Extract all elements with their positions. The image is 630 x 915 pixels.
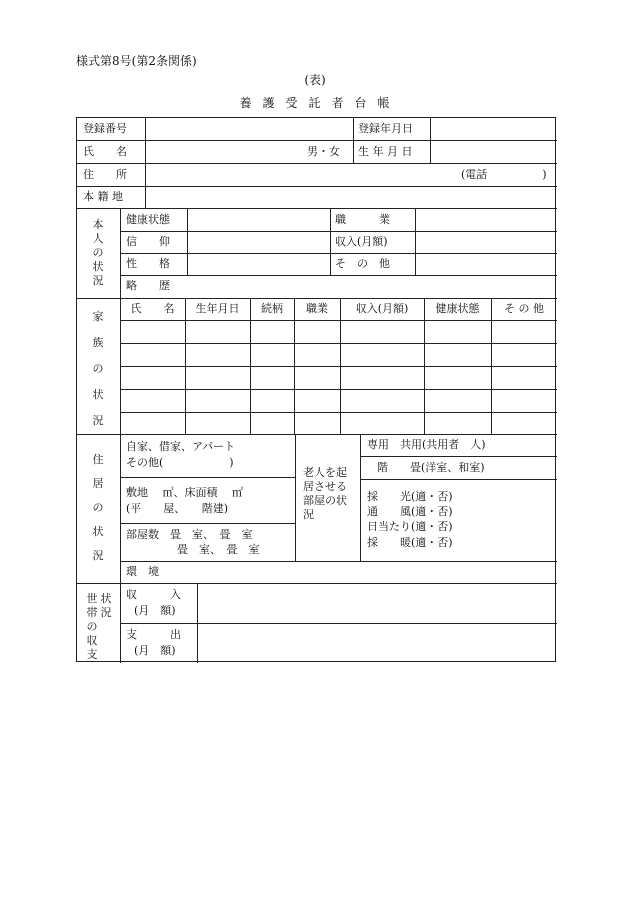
phone-field: (電話 ) (461, 168, 547, 181)
registration-date-label: 登録年月日 (358, 122, 413, 135)
other-label: そ の 他 (335, 257, 390, 270)
row-line (120, 231, 557, 232)
heating-field: 採 暖(適・否) (367, 536, 453, 549)
family-header-health: 健康状態 (435, 302, 480, 315)
health-label: 健康状態 (126, 213, 170, 226)
form-title: 養護受託者台帳 (239, 96, 401, 110)
family-header-income: 収入(月額) (355, 302, 409, 315)
ventilation-field: 通 風(適・否) (367, 505, 453, 518)
page-side-label: (表) (304, 73, 326, 87)
col-line (340, 298, 341, 434)
land-area-line1: 敷地 ㎡、床面積 ㎡ (126, 486, 243, 499)
section-line (77, 583, 557, 584)
row-line (77, 140, 557, 141)
row-line (77, 208, 557, 209)
col-line (185, 298, 186, 434)
row-line (120, 523, 295, 524)
col-line (294, 298, 295, 434)
row-line (360, 456, 557, 457)
address-label: 住 所 (83, 168, 127, 181)
income-row-label: 収 入 (126, 588, 181, 601)
row-line (120, 275, 557, 276)
household-label-c: 収支 (86, 634, 98, 661)
rooms-line2: 畳 室、 畳 室 (177, 543, 260, 556)
section-line (77, 434, 557, 435)
sunlight-field: 日当たり(適・否) (367, 520, 453, 533)
row-line (77, 186, 557, 187)
belief-label: 信 仰 (126, 235, 170, 248)
tatami-field: 階 畳(洋室、和室) (377, 461, 485, 474)
environment-label: 環 境 (126, 565, 159, 578)
col-line (424, 298, 425, 434)
family-header-name: 氏 名 (130, 302, 175, 315)
expense-row-label: 支 出 (126, 628, 181, 641)
family-header-other: そ の 他 (504, 302, 544, 315)
row-line (120, 253, 557, 254)
history-label: 略 歴 (126, 279, 170, 292)
row-line (77, 163, 557, 164)
col-line (295, 434, 296, 561)
col-line (120, 208, 121, 583)
col-line (360, 434, 361, 561)
col-line (145, 118, 146, 140)
gender-field: 男・女 (307, 145, 340, 158)
col-line (120, 583, 121, 663)
form-number: 様式第8号(第2条関係) (76, 54, 197, 68)
section-line (77, 298, 557, 299)
household-label-b: 状況 (100, 592, 112, 619)
col-line (353, 118, 354, 163)
row-line (120, 623, 557, 624)
housing-section-label: 住居の状況 (92, 453, 104, 562)
registration-number-label: 登録番号 (83, 122, 127, 135)
col-line (250, 298, 251, 434)
col-line (491, 298, 492, 434)
family-header-birth: 生年月日 (195, 302, 240, 315)
registry-form (76, 117, 556, 662)
income-label: 収入(月額) (335, 235, 388, 248)
family-header-occupation: 職業 (306, 302, 328, 315)
family-header-relation: 続柄 (261, 302, 283, 315)
family-section-label: 家族の状況 (92, 310, 104, 427)
self-status-section-label: 本人の状況 (92, 218, 104, 287)
daylight-field: 採 光(適・否) (367, 490, 453, 503)
col-line (330, 208, 331, 276)
house-type-line1: 自家、借家、アパート (126, 440, 236, 453)
col-line (145, 140, 146, 208)
expense-row-sublabel: (月 額) (134, 644, 176, 657)
land-area-line2: (平 屋、 階建) (126, 502, 229, 515)
occupation-label: 職 業 (335, 213, 390, 226)
domicile-label: 本 籍 地 (83, 190, 123, 203)
elder-room-label: 老人を起居させる部屋の状況 (303, 466, 347, 521)
income-row-sublabel: (月 額) (134, 604, 176, 617)
row-line (120, 561, 557, 562)
character-label: 性 格 (126, 257, 170, 270)
name-label: 氏 名 (83, 145, 127, 158)
exclusive-shared-field: 専用 共用(共用者 人) (367, 438, 486, 451)
row-line (360, 479, 557, 480)
col-line (187, 208, 188, 276)
house-type-line2: その他( ) (126, 456, 234, 469)
household-label-a: 世帯の (86, 592, 98, 633)
col-line (415, 208, 416, 276)
rooms-line1: 部屋数 畳 室、 畳 室 (126, 528, 253, 541)
col-line (197, 583, 198, 663)
col-line (430, 118, 431, 163)
birth-date-label: 生 年 月 日 (358, 145, 413, 158)
row-line (120, 477, 295, 478)
